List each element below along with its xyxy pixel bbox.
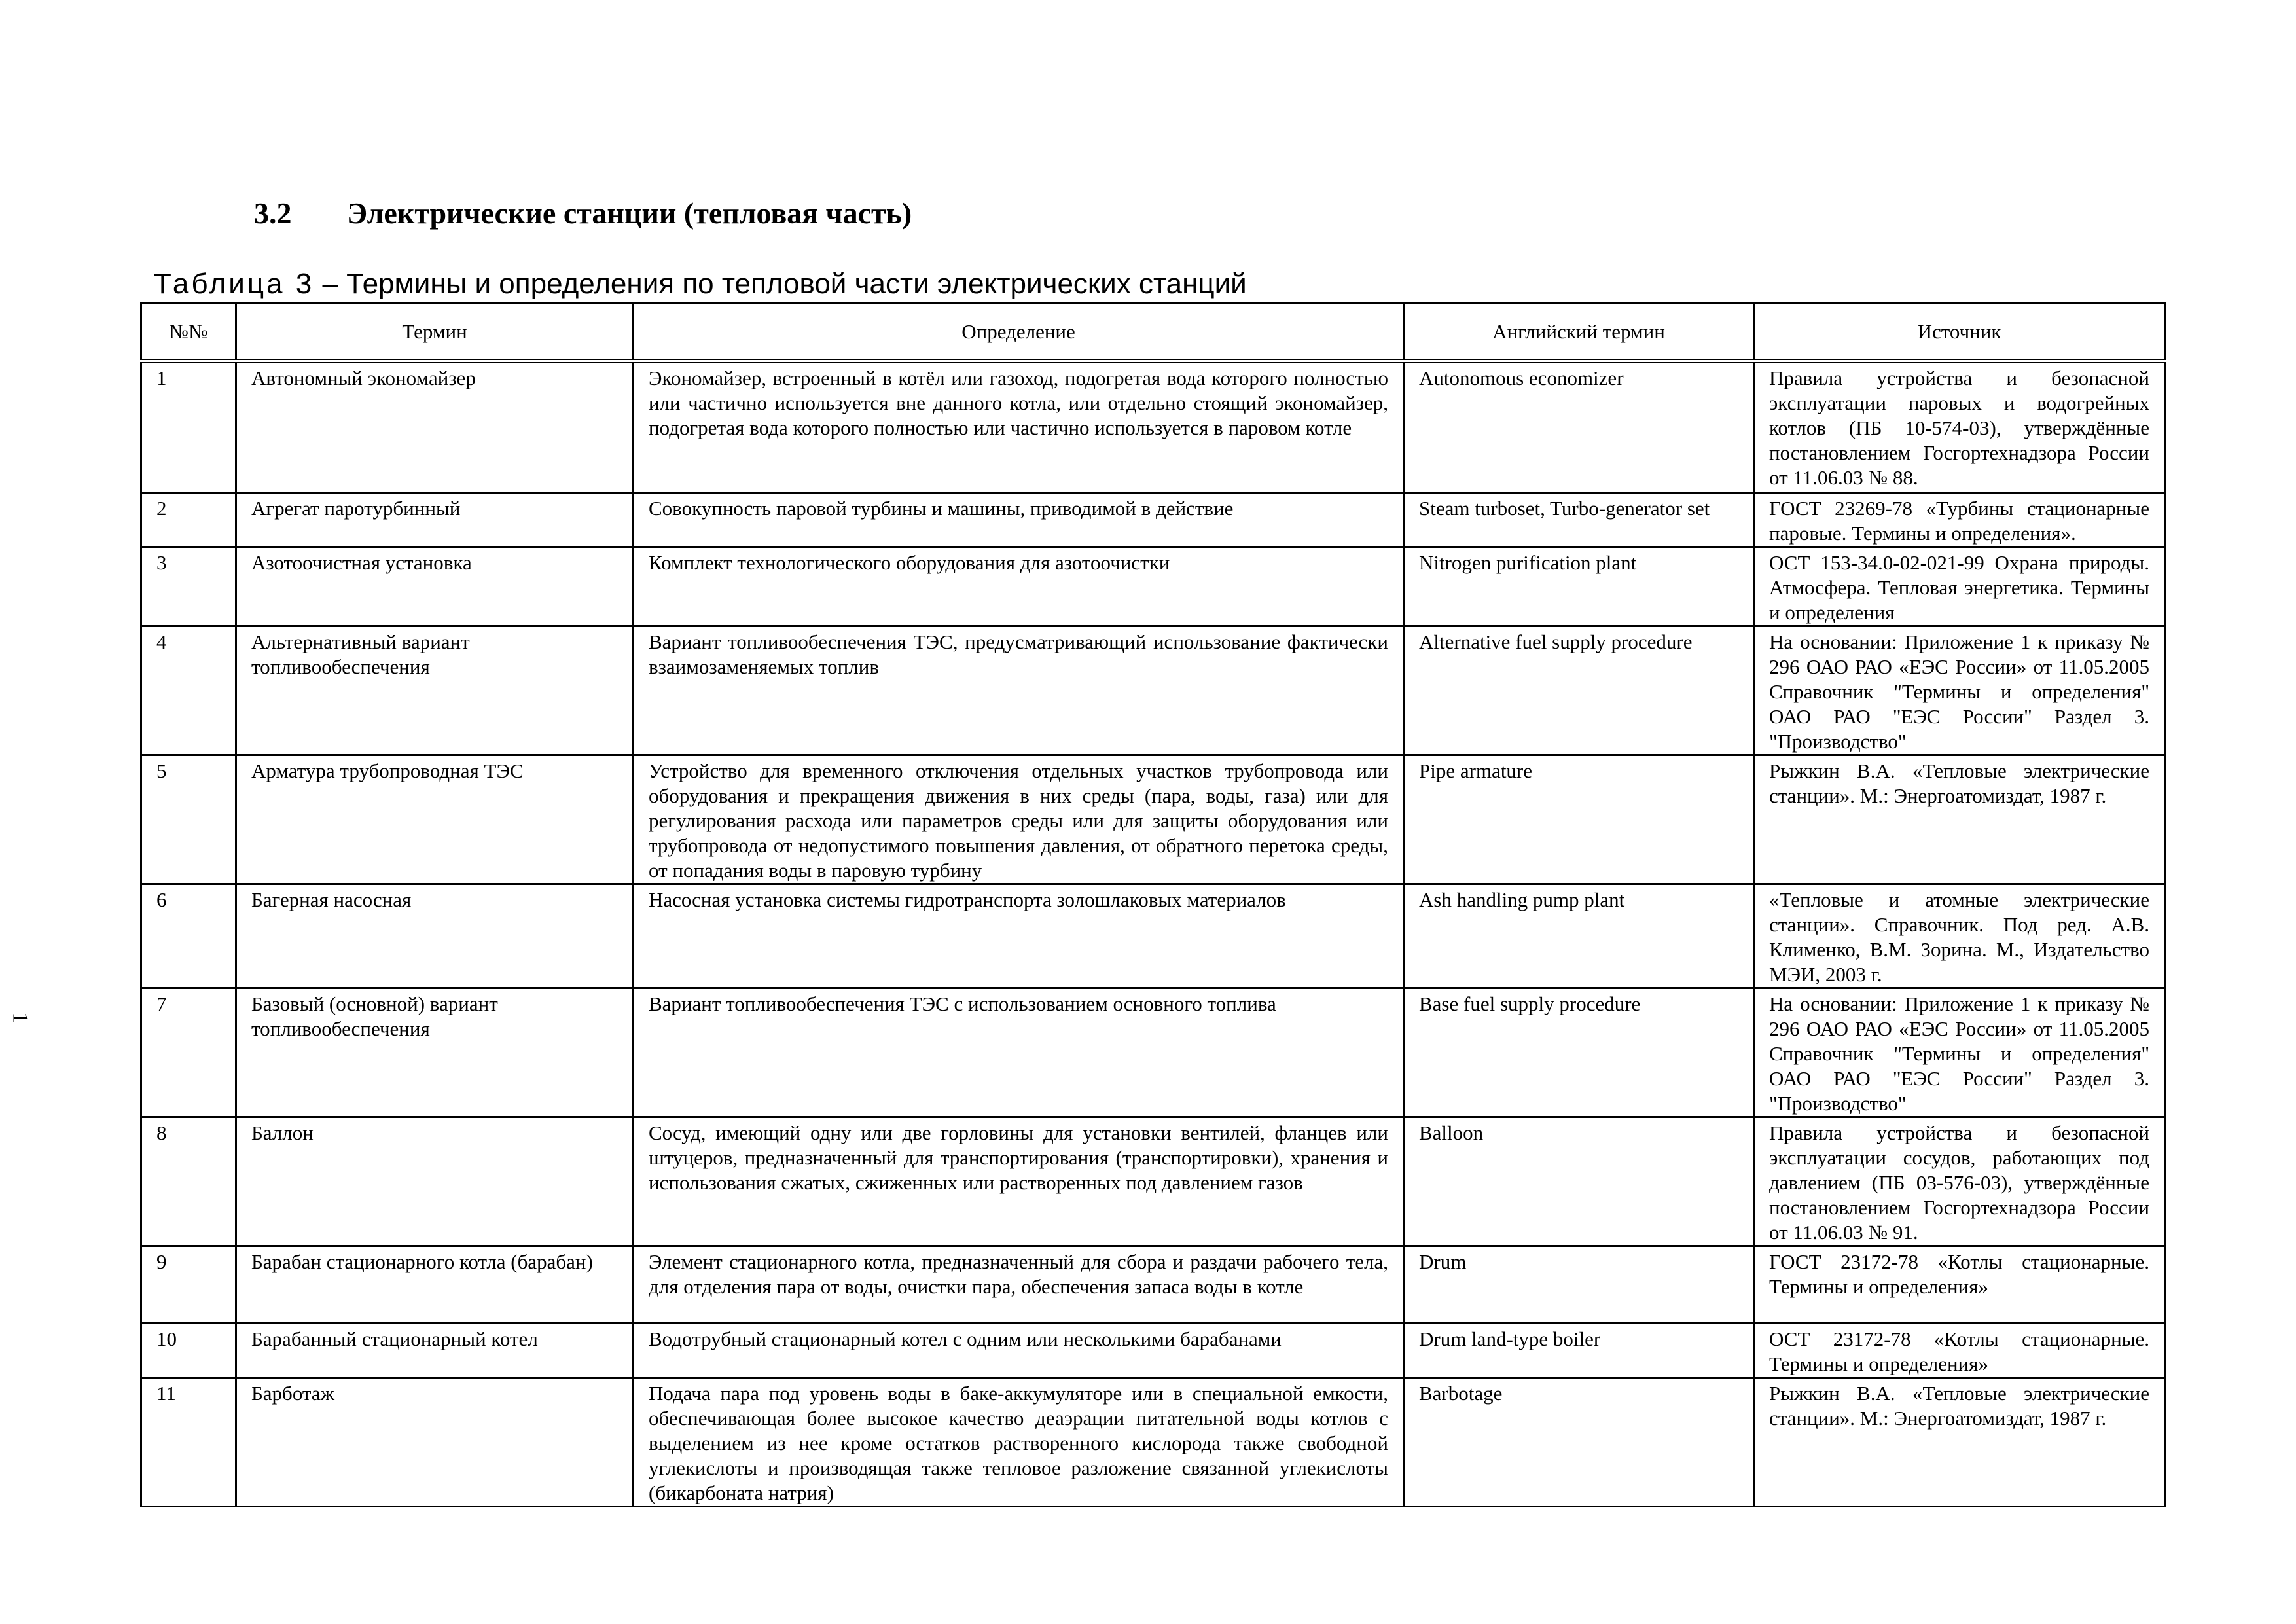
row-source: Правила устройства и безопасной эксплуатации паровых и водогрейных котлов (ПБ 10-574-03), утверждённые постановлением Госгортехнадзора России от 11.06.03 № 88. <box>1754 361 2165 493</box>
row-term: Барабан стационарного котла (барабан) <box>236 1246 634 1324</box>
table-row <box>141 361 2165 493</box>
header-term: Термин <box>236 304 634 361</box>
row-term: Базовый (основной) вариант топливообеспечения <box>236 988 634 1117</box>
row-source: На основании: Приложение 1 к приказу № 296 ОАО РАО «ЕЭС России» от 11.05.2005 Справочник "Термины и определения" ОАО РАО "ЕЭС России" Раздел 3. "Производство" <box>1754 626 2165 755</box>
row-definition: Вариант топливообеспечения ТЭС с использованием основного топлива <box>634 988 1404 1117</box>
row-source: ОСТ 153-34.0-02-021-99 Охрана природы. Атмосфера. Тепловая энергетика. Термины и определения <box>1754 547 2165 626</box>
table-row <box>141 547 2165 626</box>
row-term: Азотоочистная установка <box>236 547 634 626</box>
table-row <box>141 1378 2165 1507</box>
row-source: ГОСТ 23172-78 «Котлы стационарные. Термины и определения» <box>1754 1246 2165 1324</box>
row-source: На основании: Приложение 1 к приказу № 296 ОАО РАО «ЕЭС России» от 11.05.2005 Справочник "Термины и определения" ОАО РАО "ЕЭС России" Раздел 3. "Производство" <box>1754 988 2165 1117</box>
header-number: №№ <box>141 304 236 361</box>
row-number: 5 <box>141 755 236 884</box>
row-number: 3 <box>141 547 236 626</box>
row-english-term: Ash handling pump plant <box>1404 884 1754 988</box>
row-english-term: Balloon <box>1404 1117 1754 1246</box>
row-definition: Совокупность паровой турбины и машины, приводимой в действие <box>634 493 1404 547</box>
table-header-row <box>141 304 2165 361</box>
row-definition: Подача пара под уровень воды в баке-аккумуляторе или в специальной емкости, обеспечивающая более высокое качество деаэрации питательной воды котлов с выделением из нее кроме остатков растворенного кислорода также свободной углекислоты и производящая также тепловое разложение связанной углекислоты (бикарбоната натрия) <box>634 1378 1404 1507</box>
table-caption-dash: – <box>322 268 338 300</box>
row-term: Барабанный стационарный котел <box>236 1324 634 1378</box>
table-row <box>141 988 2165 1117</box>
row-number: 6 <box>141 884 236 988</box>
terms-table <box>140 302 2166 1507</box>
row-source: Рыжкин В.А. «Тепловые электрические станции». М.: Энергоатомиздат, 1987 г. <box>1754 1378 2165 1507</box>
table-row <box>141 1117 2165 1246</box>
row-definition: Водотрубный стационарный котел с одним или несколькими барабанами <box>634 1324 1404 1378</box>
header-definition: Определение <box>634 304 1404 361</box>
row-number: 9 <box>141 1246 236 1324</box>
row-source: Правила устройства и безопасной эксплуатации сосудов, работающих под давлением (ПБ 03-576-03), утверждённые постановлением Госгортехнадзора России от 11.06.03 № 91. <box>1754 1117 2165 1246</box>
header-english-term: Английский термин <box>1404 304 1754 361</box>
table-row <box>141 626 2165 755</box>
section-title: Электрические станции (тепловая часть) <box>347 196 912 230</box>
row-term: Багерная насосная <box>236 884 634 988</box>
row-english-term: Barbotage <box>1404 1378 1754 1507</box>
row-number: 7 <box>141 988 236 1117</box>
row-english-term: Pipe armature <box>1404 755 1754 884</box>
row-source: «Тепловые и атомные электрические станции». Справочник. Под ред. А.В. Клименко, В.М. Зорина. М., Издательство МЭИ, 2003 г. <box>1754 884 2165 988</box>
row-source: ОСТ 23172-78 «Котлы стационарные. Термины и определения» <box>1754 1324 2165 1378</box>
row-number: 1 <box>141 361 236 493</box>
row-number: 8 <box>141 1117 236 1246</box>
table-caption-label: Таблица 3 <box>154 268 315 300</box>
row-english-term: Drum <box>1404 1246 1754 1324</box>
row-definition: Сосуд, имеющий одну или две горловины для установки вентилей, фланцев или штуцеров, предназначенный для транспортирования (транспортировки), хранения и использования сжатых, сжиженных или растворенных под давлением газов <box>634 1117 1404 1246</box>
row-english-term: Drum land-type boiler <box>1404 1324 1754 1378</box>
row-term: Барботаж <box>236 1378 634 1507</box>
row-definition: Насосная установка системы гидротранспорта золошлаковых материалов <box>634 884 1404 988</box>
row-number: 4 <box>141 626 236 755</box>
row-term: Арматура трубопроводная ТЭС <box>236 755 634 884</box>
table-row <box>141 1324 2165 1378</box>
table-row <box>141 493 2165 547</box>
row-term: Баллон <box>236 1117 634 1246</box>
page-number: 1 <box>8 1012 33 1024</box>
table-caption <box>154 264 1247 304</box>
row-definition: Экономайзер, встроенный в котёл или газоход, подогретая вода которого полностью или частично используется вне данного котла, или отдельно стоящий экономайзер, подогретая вода которого полностью или частично используется в паровом котле <box>634 361 1404 493</box>
row-term: Агрегат паротурбинный <box>236 493 634 547</box>
row-number: 11 <box>141 1378 236 1507</box>
row-definition: Вариант топливообеспечения ТЭС, предусматривающий использование фактически взаимозаменяемых топлив <box>634 626 1404 755</box>
row-definition: Элемент стационарного котла, предназначенный для сбора и раздачи рабочего тела, для отделения пара от воды, очистки пара, обеспечения запаса воды в котле <box>634 1246 1404 1324</box>
row-definition: Комплект технологического оборудования для азотоочистки <box>634 547 1404 626</box>
row-english-term: Alternative fuel supply procedure <box>1404 626 1754 755</box>
table-row <box>141 884 2165 988</box>
table-row <box>141 755 2165 884</box>
row-number: 10 <box>141 1324 236 1378</box>
row-english-term: Autonomous economizer <box>1404 361 1754 493</box>
row-source: ГОСТ 23269-78 «Турбины стационарные паровые. Термины и определения». <box>1754 493 2165 547</box>
row-english-term: Nitrogen purification plant <box>1404 547 1754 626</box>
row-number: 2 <box>141 493 236 547</box>
row-english-term: Base fuel supply procedure <box>1404 988 1754 1117</box>
row-english-term: Steam turboset, Turbo-generator set <box>1404 493 1754 547</box>
row-term: Альтернативный вариант топливообеспечения <box>236 626 634 755</box>
row-source: Рыжкин В.А. «Тепловые электрические станции». М.: Энергоатомиздат, 1987 г. <box>1754 755 2165 884</box>
table-row <box>141 1246 2165 1324</box>
section-number: 3.2 <box>254 196 292 230</box>
table-caption-text: Термины и определения по тепловой части электрических станций <box>346 268 1247 300</box>
header-source: Источник <box>1754 304 2165 361</box>
row-term: Автономный экономайзер <box>236 361 634 493</box>
section-heading <box>254 194 912 233</box>
row-definition: Устройство для временного отключения отдельных участков трубопровода или оборудования и прекращения движения в них среды (пара, воды, газа) или для регулирования расхода или параметров среды или для защиты оборудования или трубопровода от недопустимого повышения давления, от обратного перетока среды, от попадания воды в паровую турбину <box>634 755 1404 884</box>
